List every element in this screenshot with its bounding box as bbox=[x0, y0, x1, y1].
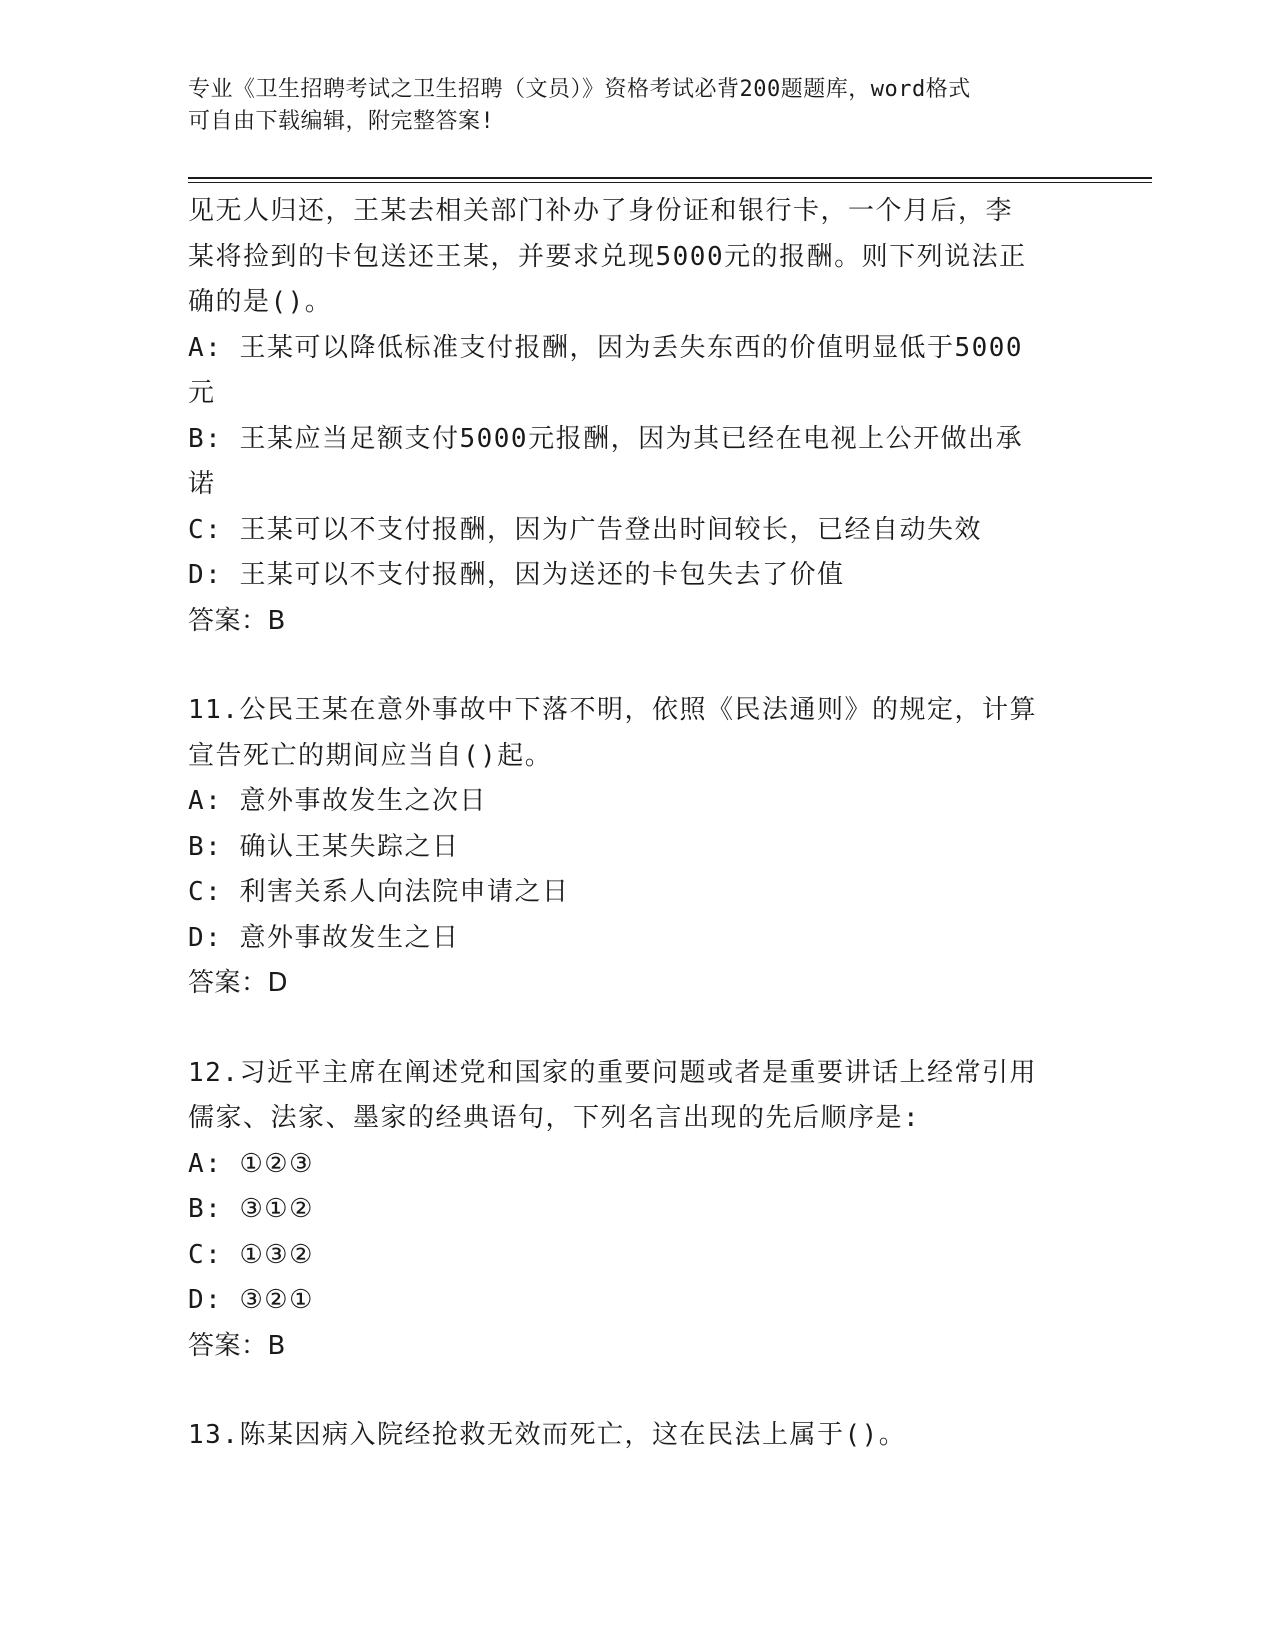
document-header bbox=[188, 74, 1068, 138]
answer-line: 答案：D bbox=[188, 968, 289, 998]
question-11 bbox=[188, 688, 1088, 1007]
header-divider-thick bbox=[188, 177, 1152, 179]
question-stem-line: 儒家、法家、墨家的经典语句，下列名言出现的先后顺序是: bbox=[188, 1103, 921, 1133]
header-title-line-2: 可自由下载编辑，附完整答案! bbox=[188, 109, 495, 134]
question-stem-line: 某将捡到的卡包送还王某，并要求兑现5000元的报酬。则下列说法正 bbox=[188, 241, 1027, 272]
answer-line: 答案：B bbox=[188, 605, 286, 636]
question-stem-line: 12.习近平主席在阐述党和国家的重要问题或者是重要讲话上经常引用 bbox=[188, 1057, 1037, 1088]
question-stem-line: 11.公民王某在意外事故中下落不明，依照《民法通则》的规定，计算 bbox=[188, 695, 1037, 725]
option-b: B: 确认王某失踪之日 bbox=[188, 831, 460, 862]
option-d: D: ③②① bbox=[188, 1285, 314, 1315]
question-stem-line: 13.陈某因病入院经抢救无效而死亡，这在民法上属于()。 bbox=[188, 1420, 907, 1450]
option-b-continued: 诺 bbox=[188, 469, 216, 499]
option-c: C: 利害关系人向法院申请之日 bbox=[188, 877, 570, 907]
option-a: A: ①②③ bbox=[188, 1148, 314, 1179]
option-d: D: 王某可以不支付报酬，因为送还的卡包失去了价值 bbox=[188, 560, 845, 590]
option-a: A: 王某可以降低标准支付报酬，因为丢失东西的价值明显低于5000 bbox=[188, 332, 1024, 363]
question-spacer bbox=[188, 644, 1088, 688]
question-12 bbox=[188, 1051, 1088, 1370]
option-d: D: 意外事故发生之日 bbox=[188, 922, 460, 953]
option-c: C: 王某可以不支付报酬，因为广告登出时间较长，已经自动失效 bbox=[188, 514, 982, 545]
option-b: B: 王某应当足额支付5000元报酬，因为其已经在电视上公开做出承 bbox=[188, 423, 1024, 454]
question-spacer bbox=[188, 1007, 1088, 1051]
answer-line: 答案：B bbox=[188, 1330, 286, 1361]
question-list bbox=[188, 189, 1088, 1459]
header-divider-thin bbox=[188, 182, 1152, 183]
question-stem-line: 宣告死亡的期间应当自()起。 bbox=[188, 740, 553, 771]
question-stem-line: 见无人归还，王某去相关部门补办了身份证和银行卡，一个月后，李 bbox=[188, 196, 1014, 226]
question-13 bbox=[188, 1413, 1088, 1459]
option-b: B: ③①② bbox=[188, 1194, 314, 1224]
option-a: A: 意外事故发生之次日 bbox=[188, 786, 487, 816]
header-title-line-1: 专业《卫生招聘考试之卫生招聘（文员）》资格考试必背200题题库，word格式 bbox=[188, 77, 971, 102]
option-c: C: ①③② bbox=[188, 1239, 314, 1270]
question-stem-line: 确的是()。 bbox=[188, 287, 333, 317]
question-10 bbox=[188, 189, 1088, 644]
option-a-continued: 元 bbox=[188, 378, 216, 408]
question-spacer bbox=[188, 1369, 1088, 1413]
